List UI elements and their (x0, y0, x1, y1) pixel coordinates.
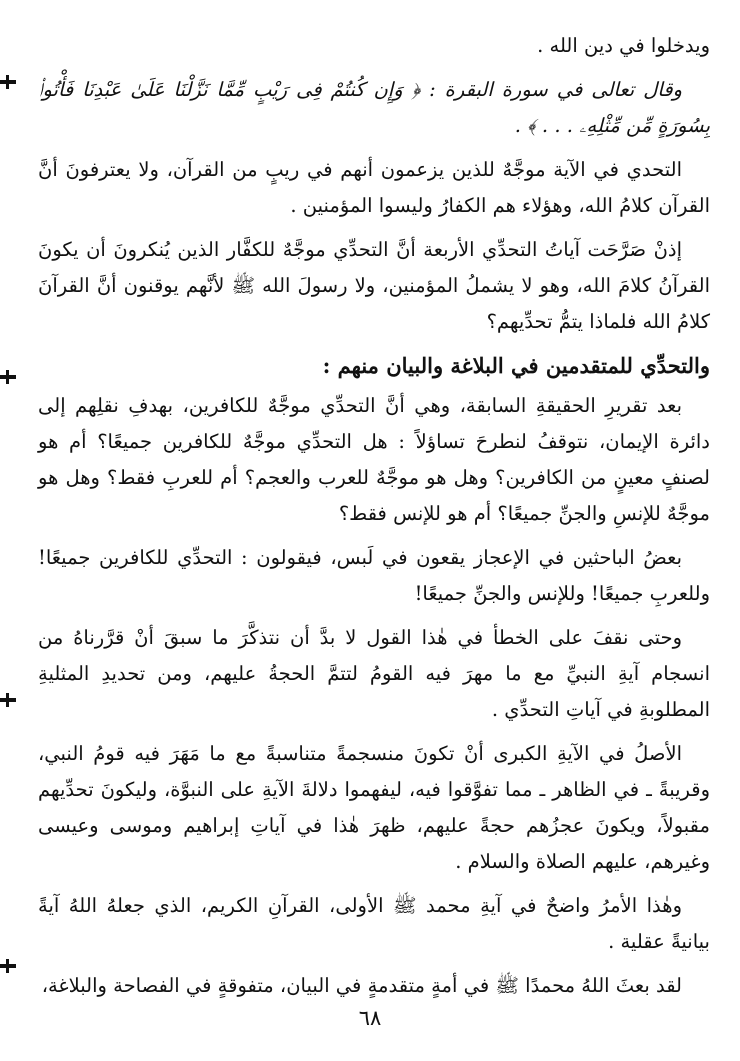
paragraph: إذنْ صَرَّحَت آياتُ التحدِّي الأربعة أنَّ التحدِّي موجَّهٌ للكفَّار الذين يُنكرونَ أن يكونَ القرآنُ كلامَ الله، وهو لا يشملُ المؤمنين، ولا رسولَ الله ﷺ لأنَّهم يوقنون أنَّ القرآنَ كلامُ الله فلماذا يتمُّ تحدِّيهم؟ (38, 238, 710, 333)
margin-mark (0, 964, 16, 968)
paragraph: وحتى نقفَ على الخطأ في هٰذا القول لا بدَّ أن نتذكَّرَ ما سبقَ أنْ قرَّرناهُ من انسجام آيةِ النبيِّ مع ما مهرَ فيه القومُ لتتمَّ الحجةُ عليهم، ومن تحديدِ المثليةِ المطلوبةِ في آياتِ التحدِّي . (38, 626, 710, 721)
paragraph: التحدي في الآية موجَّهٌ للذين يزعمون أنهم في ريبٍ من القرآن، ولا يعترفونَ أنَّ القرآن كلامُ الله، وهؤلاء هم الكفارُ وليسوا المؤمنين . (38, 158, 710, 217)
page-number: ٦٨ (358, 1006, 382, 1030)
margin-mark (0, 80, 16, 84)
page-body (38, 28, 710, 1012)
paragraph: لقد بعثَ اللهُ محمدًا ﷺ في أمةٍ متقدمةٍ في البيان، متفوقةٍ في الفصاحة والبلاغة، (41, 974, 682, 997)
paragraph: وهٰذا الأمرُ واضحٌ في آيةِ محمد ﷺ الأولى، القرآنِ الكريم، الذي جعلهُ اللهُ آيةً بيانيةً عقلية . (38, 894, 710, 953)
margin-mark (0, 698, 16, 702)
quran-citation-paragraph: وقال تعالى في سورة البقرة : ﴿ وَإِن كُنتُمْ فِى رَيْبٍ مِّمَّا نَزَّلْنَا عَلَىٰ عَبْدِنَا فَأْتُوا۟ بِسُورَةٍ مِّن مِّثْلِهِۦ . . . ﴾ . (38, 78, 710, 137)
paragraph: بعضُ الباحثين في الإعجاز يقعون في لَبس، فيقولون : التحدِّي للكافرين جميعًا! وللعربِ جميعًا! وللإنس والجنِّ جميعًا! (38, 546, 710, 605)
paragraph: ويدخلوا في دين الله . (537, 34, 710, 57)
paragraph: الأصلُ في الآيةِ الكبرى أنْ تكونَ منسجمةً متناسبةً مع ما مَهَرَ فيه قومُ النبي، وقريبةً ـ في الظاهر ـ مما تفوَّقوا فيه، ليفهموا دلالةَ الآيةِ على النبوَّة، وليكونَ تحدِّيهم مقبولاً، ويكونَ عجزُهم حجةً عليهم، ظهرَ هٰذا في آياتِ إبراهيم وموسى وعيسى وغيرهم، عليهم الصلاة والسلام . (38, 742, 710, 873)
section-heading: والتحدِّي للمتقدمين في البلاغة والبيان منهم : (322, 353, 710, 378)
margin-mark (0, 375, 16, 379)
paragraph: بعد تقريرِ الحقيقةِ السابقة، وهي أنَّ التحدِّي موجَّهٌ للكافرين، بهدفِ نقلِهم إلى دائرة الإيمان، نتوقفُ لنطرحَ تساؤلاً : هل التحدِّي موجَّهٌ للكافرين جميعًا؟ أم هو لصنفٍ معينٍ من الكافرين؟ وهل هو موجَّهٌ للعرب والعجم؟ أم للعربِ فقط؟ وهل هو موجَّهٌ للإنسِ والجنِّ جميعًا؟ أم هو للإنس فقط؟ (38, 394, 710, 525)
